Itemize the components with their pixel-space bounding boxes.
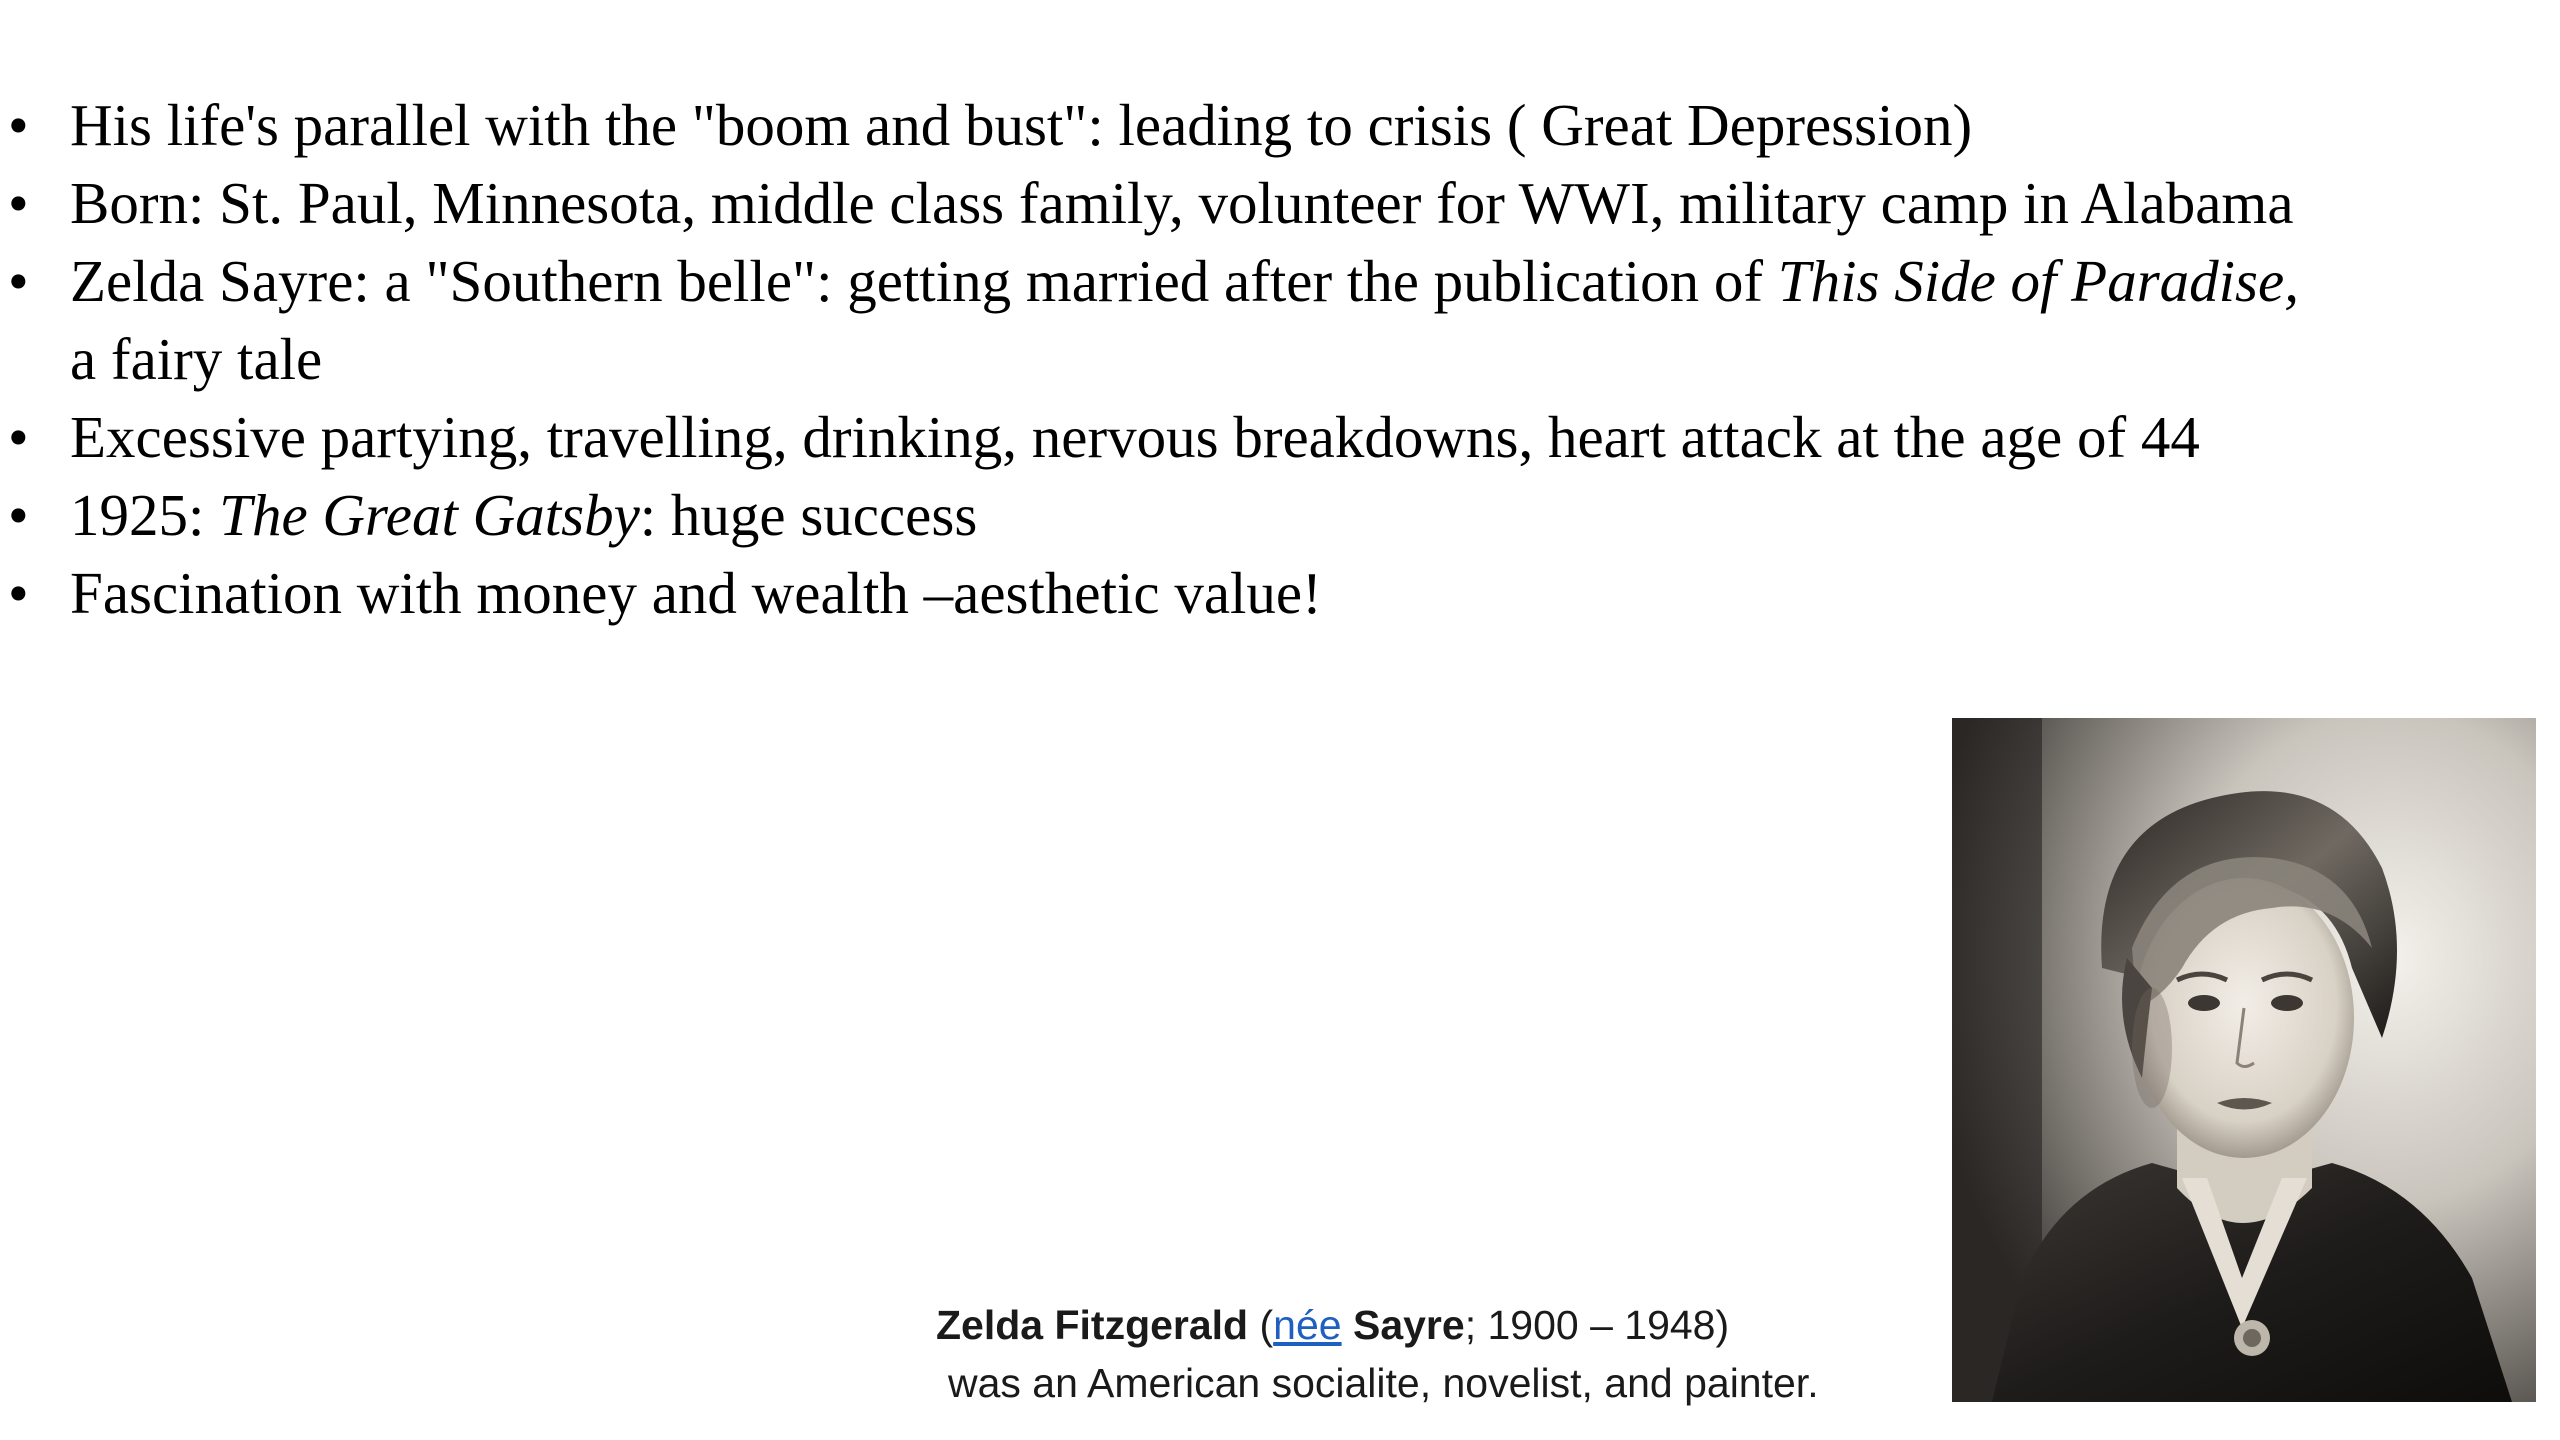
- bullet-item: [0, 398, 2560, 476]
- bullet-marker: •: [8, 482, 29, 548]
- bullet-item: [0, 476, 2560, 554]
- book-title: This Side of Paradise,: [1777, 248, 2299, 314]
- bullet-item: [0, 554, 2560, 632]
- bullet-text: Born: St. Paul, Minnesota, middle class family, volunteer for WWI, military camp in Alabama: [70, 170, 2294, 236]
- bullet-text: Zelda Sayre: a "Southern belle": getting married after the publication of: [70, 248, 1778, 314]
- bullet-text: His life's parallel with the "boom and bust": leading to crisis ( Great Depression): [70, 92, 1973, 158]
- caption-name: Zelda Fitzgerald: [936, 1302, 1249, 1348]
- bullet-text-continuation: a fairy tale: [70, 326, 323, 392]
- caption-text: (: [1248, 1302, 1274, 1348]
- caption-maiden-name: Sayre: [1352, 1302, 1465, 1348]
- bullet-text: Fascination with money and wealth –aesthetic value!: [70, 560, 1322, 626]
- book-title: The Great Gatsby: [219, 482, 640, 548]
- bullet-marker: •: [8, 248, 29, 314]
- caption-dates: ; 1900 – 1948): [1464, 1302, 1730, 1348]
- bullet-text: 1925:: [70, 482, 220, 548]
- bullet-marker: •: [8, 170, 29, 236]
- portrait-photo: [1952, 718, 2536, 1402]
- bullet-marker: •: [8, 404, 29, 470]
- photo-caption: [936, 1296, 1926, 1412]
- bullet-item: [0, 86, 2560, 164]
- caption-link-nee[interactable]: née: [1273, 1302, 1342, 1348]
- bullet-text: : huge success: [639, 482, 978, 548]
- caption-description: was an American socialite, novelist, and painter.: [948, 1360, 1819, 1406]
- bullet-text: Excessive partying, travelling, drinking, nervous breakdowns, heart attack at the age of 44: [70, 404, 2200, 470]
- bullet-item: [0, 164, 2560, 242]
- bullet-item: [0, 242, 2560, 398]
- bullet-marker: •: [8, 560, 29, 626]
- bullet-marker: •: [8, 92, 29, 158]
- bullet-list: [0, 86, 2560, 632]
